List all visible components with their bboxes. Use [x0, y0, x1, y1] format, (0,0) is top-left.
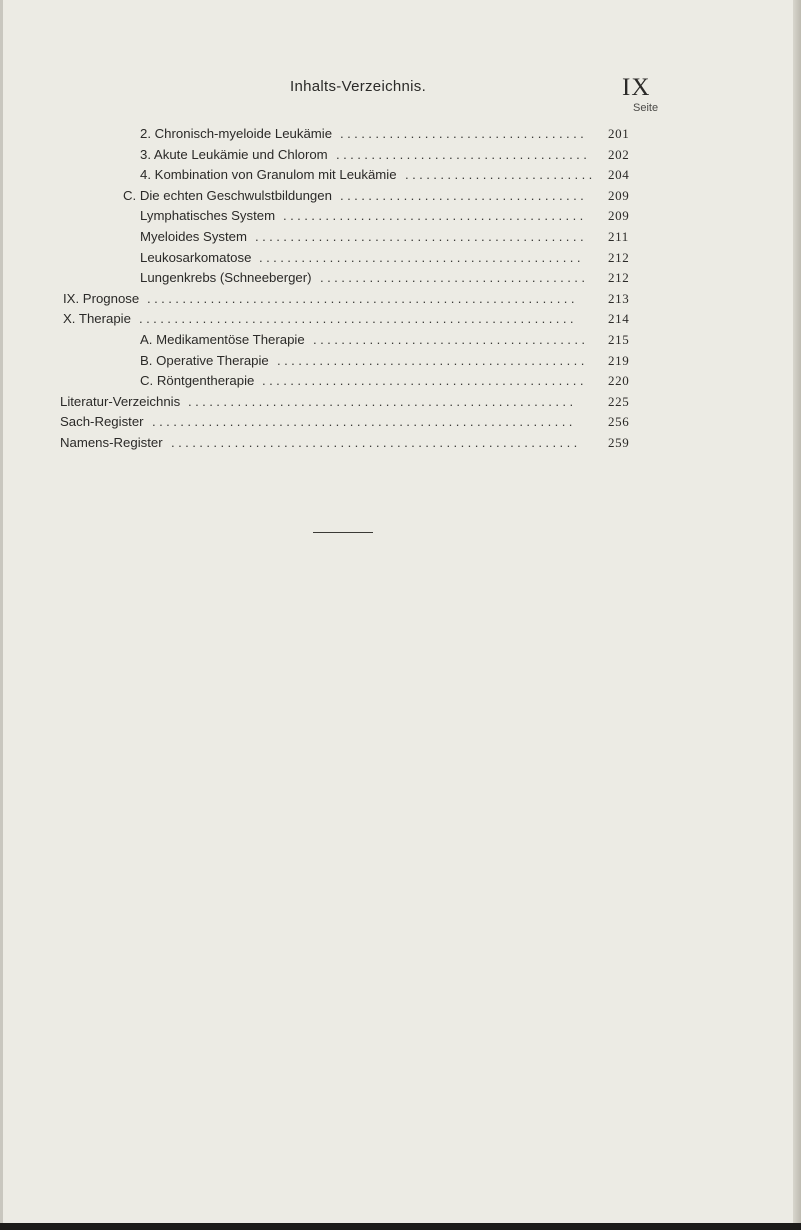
page-header: [0, 74, 801, 104]
toc-leader-dots: .......................................................: [188, 393, 577, 409]
toc-entry-page: 220: [608, 373, 630, 389]
toc-entry-label: Lungenkrebs (Schneeberger): [140, 270, 312, 286]
toc-entry: [140, 165, 660, 185]
toc-leader-dots: .......................................: [313, 332, 589, 347]
toc-entry-label: 3. Akute Leukämie und Chlorom: [140, 146, 328, 162]
toc-entry-label: A. Medikamentöse Therapie: [140, 332, 305, 347]
toc-entry: [140, 206, 660, 226]
end-rule: [313, 532, 373, 533]
toc-entry-label: X. Therapie: [63, 311, 131, 327]
toc-entry-label: Namens-Register: [60, 435, 163, 450]
toc-entry: [140, 248, 660, 268]
toc-entry: [140, 227, 660, 247]
toc-entry: [140, 268, 660, 288]
page-column-label: Seite: [633, 102, 659, 114]
toc-entry-label: Literatur-Verzeichnis: [60, 393, 181, 409]
toc-entry-page: 212: [608, 249, 630, 265]
toc-leader-dots: ...................................: [340, 187, 588, 203]
toc-leader-dots: ..........................................................: [171, 435, 581, 450]
toc-entry-page: 211: [608, 229, 629, 244]
toc-entry-page: 219: [608, 352, 630, 368]
toc-leader-dots: ..............................................: [259, 249, 584, 265]
toc-entry-label: IX. Prognose: [63, 290, 140, 306]
toc-entry-page: 204: [608, 167, 630, 183]
toc-entry-page: 212: [608, 270, 630, 286]
toc-entry: [60, 412, 660, 432]
toc-entry-label: Leukosarkomatose: [140, 249, 252, 265]
toc-entry-page: 213: [608, 290, 630, 306]
toc-entry-page: 209: [608, 208, 630, 224]
toc-entry: [140, 371, 660, 391]
page-edge-left: [0, 0, 3, 1230]
toc-leader-dots: ...........................: [405, 167, 596, 183]
toc-entry: [63, 309, 660, 329]
toc-entry-label: 2. Chronisch-myeloide Leukämie: [140, 126, 333, 141]
toc-entry-label: B. Operative Therapie: [140, 352, 269, 368]
toc-entry-page: 214: [608, 311, 630, 327]
toc-leader-dots: ...............................................: [255, 229, 588, 244]
toc-leader-dots: ..............................................: [262, 373, 587, 389]
toc-entry: [60, 392, 660, 412]
toc-entry: [123, 186, 660, 206]
toc-leader-dots: ..............................................................: [139, 311, 577, 327]
toc-entry: [140, 351, 660, 371]
toc-leader-dots: ............................................................: [152, 414, 576, 430]
toc-leader-dots: .............................................................: [147, 290, 578, 306]
toc-leader-dots: ...................................: [340, 126, 588, 141]
toc-entry: [140, 124, 660, 144]
toc-entry-page: 225: [608, 393, 630, 409]
toc-entry-page: 215: [608, 332, 630, 347]
toc-entry-label: 4. Kombination von Granulom mit Leukämie: [140, 167, 397, 183]
toc-entry: [140, 330, 660, 350]
toc-entry-page: 256: [608, 414, 630, 430]
toc-entry: [140, 145, 660, 165]
toc-leader-dots: ....................................: [336, 146, 591, 162]
toc-entry-page: 259: [608, 435, 630, 450]
toc-leader-dots: ............................................: [277, 352, 588, 368]
toc-entry-page: 202: [608, 146, 630, 162]
page-title: Inhalts-Verzeichnis.: [290, 78, 427, 95]
toc-entry: [63, 289, 660, 309]
page-number: IX: [622, 74, 651, 101]
toc-entry-page: 209: [608, 187, 630, 203]
toc-entry-label: Myeloides System: [140, 229, 248, 244]
toc-entry-label: Lymphatisches System: [140, 208, 276, 224]
toc-leader-dots: ......................................: [320, 270, 589, 286]
toc-entry: [60, 433, 660, 453]
page-edge-right: [793, 0, 801, 1230]
page-edge-bottom: [0, 1223, 801, 1230]
toc-entry-label: C. Röntgentherapie: [140, 373, 255, 389]
toc-entry-page: 201: [608, 126, 630, 141]
toc-entry-label: Sach-Register: [60, 414, 144, 430]
toc-leader-dots: ...........................................: [283, 208, 587, 224]
toc-entry-label: C. Die echten Geschwulstbildungen: [123, 187, 332, 203]
